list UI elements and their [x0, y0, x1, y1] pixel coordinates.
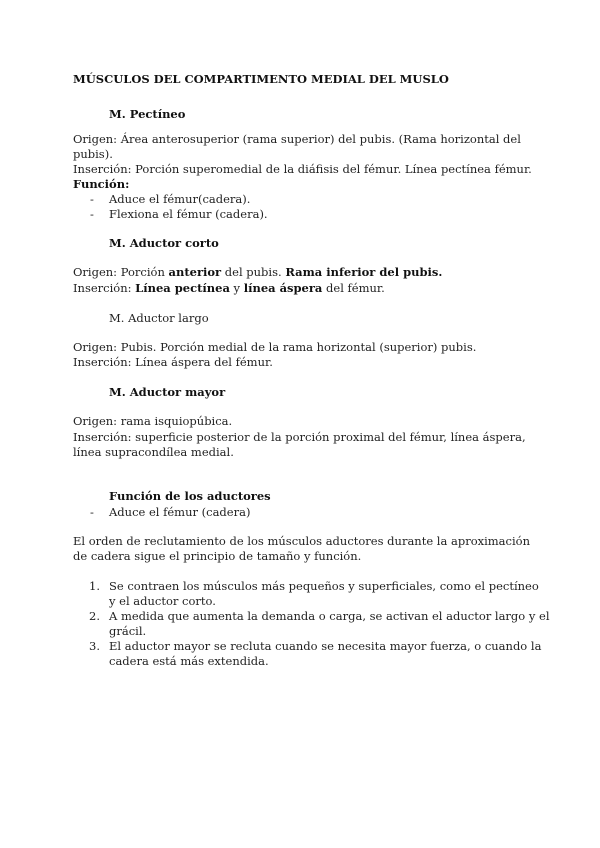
list-item-text: Aduce el fémur(cadera).: [109, 192, 251, 206]
bold-text: anterior: [168, 265, 222, 279]
item-text-cont: cadera está más extendida.: [109, 654, 269, 668]
aductor-corto-insercion: [73, 281, 385, 296]
aductor-mayor-origen: Origen: rama isquiopúbica.: [73, 414, 233, 428]
text-span: Origen: Porción: [73, 265, 169, 279]
pectineo-origen-cont: pubis).: [73, 147, 113, 161]
text-span: y: [229, 281, 244, 295]
heading-aductor-mayor: M. Aductor mayor: [109, 385, 226, 399]
text-span: del pubis.: [221, 265, 286, 279]
item-number: 3.: [89, 639, 100, 653]
item-number: 2.: [89, 609, 100, 623]
item-number: 1.: [89, 579, 100, 593]
heading-aductor-largo: M. Aductor largo: [109, 311, 209, 325]
pectineo-origen: Origen: Área anterosuperior (rama superior) del pubis. (Rama horizontal del: [73, 132, 521, 146]
aductor-mayor-insercion: Inserción: superficie posterior de la porción proximal del fémur, línea áspera,: [73, 430, 526, 444]
aductor-corto-origen: [73, 265, 442, 280]
bold-text: línea áspera: [243, 281, 323, 295]
bold-text: Línea pectínea: [135, 281, 230, 295]
bold-text: Rama inferior del pubis.: [285, 265, 443, 279]
text-span: del fémur.: [322, 281, 385, 295]
reclutamiento-intro: El orden de reclutamiento de los músculos aductores durante la aproximación: [73, 534, 530, 548]
aductor-largo-insercion: Inserción: Línea áspera del fémur.: [73, 355, 273, 369]
bullet-dash: -: [90, 207, 94, 221]
bullet-dash: -: [90, 505, 94, 519]
heading-aductor-corto: M. Aductor corto: [109, 236, 219, 250]
item-text-cont: grácil.: [109, 624, 147, 638]
item-text: El aductor mayor se recluta cuando se necesita mayor fuerza, o cuando la: [109, 639, 542, 653]
bullet-dash: -: [90, 192, 94, 206]
aductor-largo-origen: Origen: Pubis. Porción medial de la rama horizontal (superior) pubis.: [73, 340, 477, 354]
heading-funcion-aductores: Función de los aductores: [109, 489, 271, 503]
list-item-text: Flexiona el fémur (cadera).: [109, 207, 268, 221]
pectineo-insercion: Inserción: Porción superomedial de la diáfisis del fémur. Línea pectínea fémur.: [73, 162, 532, 176]
list-item-text: Aduce el fémur (cadera): [109, 505, 251, 519]
document-title: MÚSCULOS DEL COMPARTIMENTO MEDIAL DEL MUSLO: [73, 72, 449, 86]
reclutamiento-intro-cont: de cadera sigue el principio de tamaño y función.: [73, 549, 362, 563]
heading-pectineo: M. Pectíneo: [109, 107, 186, 121]
text-span: Inserción:: [73, 281, 136, 295]
aductor-mayor-insercion-cont: línea supracondílea medial.: [73, 445, 234, 459]
item-text: Se contraen los músculos más pequeños y superficiales, como el pectíneo: [109, 579, 539, 593]
item-text: A medida que aumenta la demanda o carga, se activan el aductor largo y el: [109, 609, 550, 623]
pectineo-funcion-label: Función:: [73, 177, 130, 191]
item-text-cont: y el aductor corto.: [109, 594, 216, 608]
